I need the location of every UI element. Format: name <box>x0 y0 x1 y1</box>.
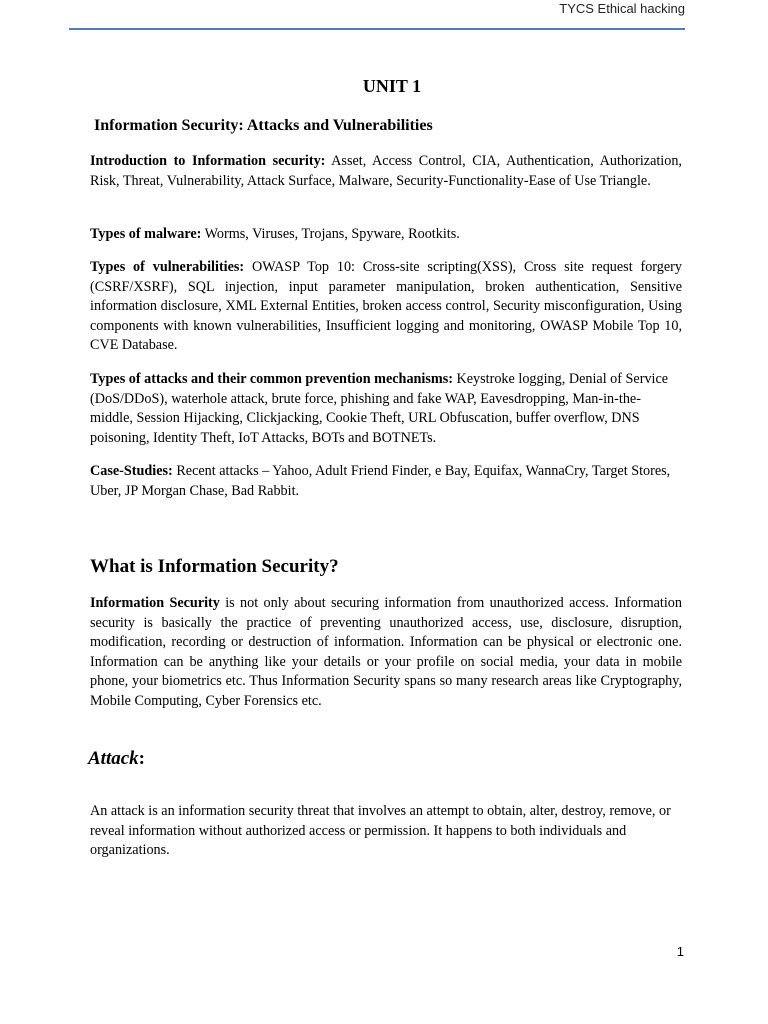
syllabus-malware-text: Worms, Viruses, Trojans, Spyware, Rootkits. <box>201 226 460 242</box>
syllabus-attacks-label: Types of attacks and their common prevention mechanisms: <box>90 371 453 387</box>
info-security-lead: Information Security <box>90 595 220 611</box>
running-header: TYCS Ethical hacking <box>559 1 685 16</box>
syllabus-intro-label: Introduction to Information security: <box>90 153 326 169</box>
attack-heading <box>88 748 145 770</box>
info-security-text: is not only about securing information from unauthorized access. Information security is basically the practice of preventing unauthorized access, use, disclosure, disruption, modification, recording or destruction of information. Information can be physical or electronic one. Information can be anything like your details or your profile on social media, your data in mobile phone, your biometrics etc. Thus Information Security spans so many research areas like Cryptography, Mobile Computing, Cyber Forensics etc. <box>90 595 682 709</box>
info-security-paragraph <box>90 594 682 712</box>
chapter-title: Information Security: Attacks and Vulnerabilities <box>94 117 433 134</box>
syllabus-malware <box>90 225 682 245</box>
info-security-heading: What is Information Security? <box>90 556 339 577</box>
attack-heading-colon: : <box>138 748 145 769</box>
attack-paragraph: An attack is an information security threat that involves an attempt to obtain, alter, destroy, remove, or reveal information without authorized access or permission. It happens to both individuals and organizations. <box>90 803 671 859</box>
syllabus-vulnerabilities-label: Types of vulnerabilities: <box>90 259 245 275</box>
page-number: 1 <box>676 944 684 959</box>
syllabus-malware-label: Types of malware: <box>90 226 202 242</box>
syllabus-attacks <box>90 370 682 448</box>
syllabus-vulnerabilities <box>90 258 682 356</box>
syllabus-intro-text: Asset, Access Control, CIA, Authentication, Authorization, Risk, Threat, Vulnerability, Attack Surface, Malware, Security-Functionality-Ease of Use Triangle. <box>90 153 682 189</box>
unit-title: UNIT 1 <box>362 76 422 96</box>
syllabus-vulnerabilities-text: OWASP Top 10: Cross-site scripting(XSS), Cross site request forgery (CSRF/XSRF), SQL injection, input parameter manipulation, broken authentication, Sensitive information disclosure, XML External Entities, broken access control, Security misconfiguration, Using components with known vulnerabilities, Insufficient logging and monitoring, OWASP Mobile Top 10, CVE Database. <box>90 259 682 354</box>
syllabus-case-studies <box>90 462 682 501</box>
syllabus-attacks-text: Keystroke logging, Denial of Service (DoS/DDoS), waterhole attack, brute force, phishing and fake WAP, Eavesdropping, Man-in-the-middle, Session Hijacking, Clickjacking, Cookie Theft, URL Obfuscation, buffer overflow, DNS poisoning, Identity Theft, IoT Attacks, BOTs and BOTNETs. <box>90 371 669 446</box>
syllabus-case-studies-text: Recent attacks – Yahoo, Adult Friend Finder, e Bay, Equifax, WannaCry, Target Stores, Uber, JP Morgan Chase, Bad Rabbit. <box>90 463 671 499</box>
header-rule <box>69 28 685 30</box>
attack-heading-word: Attack <box>88 748 139 769</box>
syllabus-intro <box>90 152 682 191</box>
syllabus-case-studies-label: Case-Studies: <box>90 463 173 479</box>
